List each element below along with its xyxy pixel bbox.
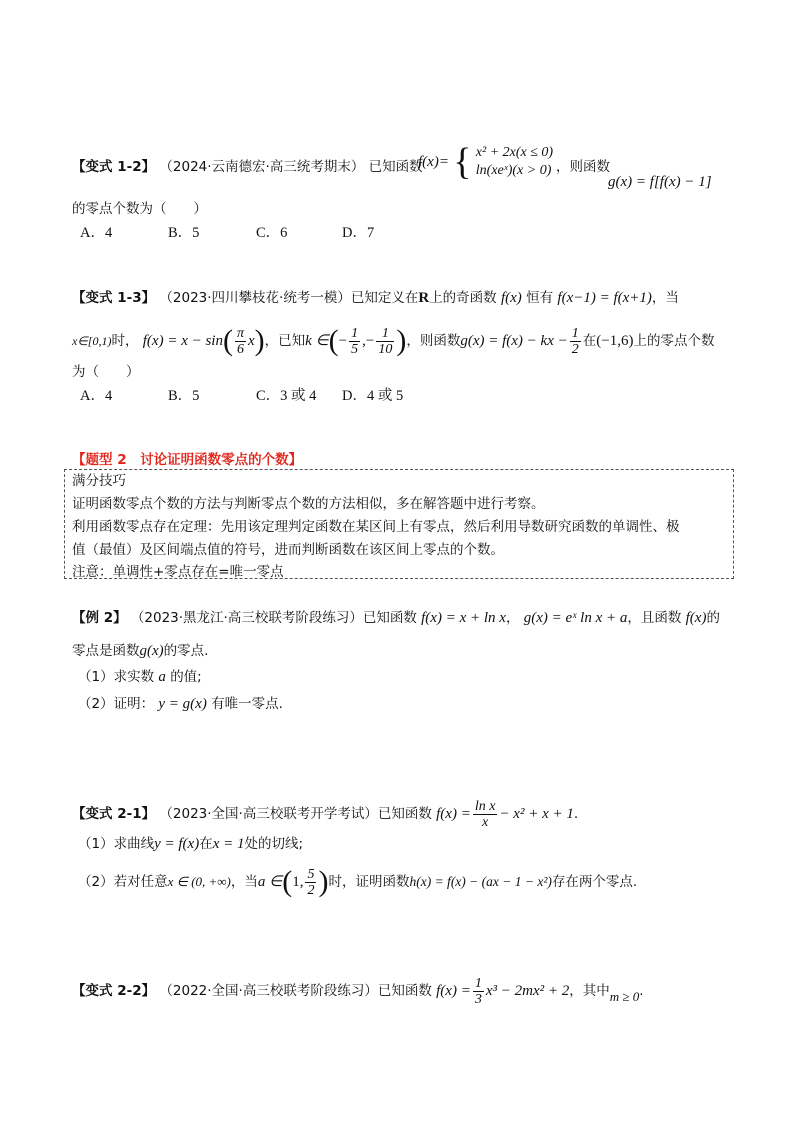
text-fragment: 存在两个零点. [551,874,638,890]
piece-cases [476,144,553,180]
variant-1-2-source: （2024·云南德宏·高三统考期末） [159,159,365,175]
variant-2-1-tag: 【变式 2-1】 [72,806,156,822]
numerator: 1 [474,975,482,991]
text-fragment: ，则函数 [406,333,461,349]
fraction-1-10 [376,326,394,357]
k-membership: k ∈ [305,333,329,349]
choice-d: D．4 或 5 [342,388,404,404]
f-label: f(x)= [418,154,449,170]
variant-2-2-source: （2022·全国·高三校联考阶段练习） [159,983,378,999]
text-fragment: . [573,806,579,822]
text-fragment: 已知函数 [362,610,417,626]
interval: (−1,6) [596,333,634,349]
denominator: 3 [474,991,482,1007]
tip-line-4: 注意：单调性+零点存在=唯一零点 [72,564,284,580]
variant-2-1-part1 [78,834,303,854]
text-fragment: 时， [111,333,139,349]
a-membership: a ∈ [257,874,283,890]
fraction-1-2 [570,326,581,357]
case-2: ln(xeˣ)(x > 0) [475,163,552,178]
f-label: f(x) = [436,983,471,999]
text-fragment: ，已知 [264,333,306,349]
g-expression: g(x) = f[f(x) − 1] [608,174,712,190]
fraction-lnx-x [473,799,498,830]
text-fragment: 处的切线; [244,836,304,852]
denominator: 10 [378,341,393,357]
case-1: x² + 2x(x ≤ 0) [475,145,554,160]
numerator: 1 [376,326,394,342]
domain: x ∈ (0, +∞) [167,874,231,889]
variant-1-2-tag: 【变式 1-2】 [72,159,156,175]
h-definition: h(x) = f(x) − (ax − 1 − x²) [409,874,552,889]
variant-2-2-line1 [72,972,644,1016]
text-fragment: 上的奇函数 [429,290,497,306]
example-2-source: （2023·黑龙江·高三校联考阶段练习） [130,610,363,626]
f-label: f(x) = [436,806,471,822]
variant-2-1-line1 [72,795,578,833]
reals-symbol: R [418,290,430,306]
fraction-5-2 [305,867,316,898]
text-fragment: 在 [582,333,597,349]
numerator: π [236,325,244,341]
fraction-pi-6 [235,326,246,357]
variant-2-1-source: （2023·全国·高三校联考开学考试） [159,806,378,822]
choice-b: B．5 [168,225,200,241]
text-fragment: ，其中 [569,983,610,999]
text-fragment: ，当 [651,290,679,306]
fraction-1-3 [473,976,484,1007]
denominator: 2 [571,341,579,357]
variant-2-2-tag: 【变式 2-2】 [72,983,156,999]
variable-x: x [248,333,255,349]
paren: ( [282,865,293,898]
variant-1-3-source: （2023·四川攀枝花·统考一模） [159,290,351,306]
choice-c: C．6 [256,225,288,241]
text-fragment: ，且函数 [627,610,682,626]
text-fragment: 上的零点个数 [633,333,715,349]
g-definition: g(x) = eˣ ln x + a [523,610,628,626]
m-condition: m ≥ 0 [609,989,640,1004]
piecewise-function [418,143,553,191]
denominator: x [482,814,489,830]
choice-b: B．5 [168,388,200,404]
example-2-part1 [78,667,202,687]
text-fragment: 在 [199,836,213,852]
text-fragment: ， [505,610,520,626]
example-2-line2 [72,641,208,661]
section-title: 【题型 2 讨论证明函数零点的个数】 [72,452,303,468]
text-fragment: 的值; [170,669,202,685]
variant-1-2-line1 [72,157,423,177]
f-tail: − x² + x + 1 [499,806,574,822]
variant-1-3-line2: x∈[0,1)时， f(x) = x − sin( $\frac{\pi}{6}$ x)，已知k ∈(− $\frac{1}{5}$ ,− $\frac{1}{10}$ )，则函数g(x) = f(x) − kx − $\frac{1}{2}$ 在(−1,6)上的零点个数 [72,324,715,357]
text-fragment: （2）证明： [78,696,155,712]
variant-1-2-text2 [556,157,610,177]
text-fragment: 已知函数 [368,159,423,175]
text-fragment: 的零点. [163,643,209,659]
paren: ) [318,865,329,898]
variable-a: a [158,669,166,685]
y-equals-g: y = g(x) [158,696,207,712]
choice-d: D．7 [342,225,375,241]
curve-equation: y = f(x) [154,836,200,852]
example-2-part2 [78,694,283,714]
f-definition: f(x) = x − sin [142,333,223,349]
variant-1-3-tag: 【变式 1-3】 [72,290,156,306]
denominator: 2 [307,882,315,898]
text-fragment: ，当 [230,874,258,890]
question-text: 为（ ） [72,364,140,380]
choice-c: C．3 或 4 [256,388,317,404]
paren: ( [222,324,233,357]
text-fragment: （1）求实数 [78,669,155,685]
text-fragment: 有唯一零点. [211,696,283,712]
variant-1-3-line1 [72,288,679,308]
f-of-x: f(x) [500,290,522,306]
denominator: 5 [351,341,359,357]
interval-start: 1, [292,874,304,890]
text-fragment: 的 [706,610,720,626]
tip-line-3: 值（最值）及区间端点值的符号，进而判断函数在该区间上零点的个数。 [72,542,504,558]
example-2-line1 [72,608,720,628]
domain-condition: x∈[0,1) [72,334,112,348]
text-fragment: . [639,983,644,999]
text-fragment: 恒有 [526,290,554,306]
question-text: 的零点个数为（ ） [72,201,207,217]
text-fragment: 时，证明函数 [328,874,410,890]
variant-1-3-question [72,362,140,382]
point-x1: x = 1 [212,836,245,852]
text-fragment: 已知函数 [377,806,432,822]
tip-line-1: 证明函数零点个数的方法与判断零点个数的方法相似，多在解答题中进行考察。 [72,496,545,512]
text-fragment: 零点是函数 [72,643,140,659]
text-fragment: 已知定义在 [350,290,419,306]
paren: ) [396,324,407,357]
choice-a: A．4 [80,225,113,241]
choice-a: A．4 [80,388,113,404]
g-expression: g(x) = f(x) − kx − [460,333,568,349]
text-fragment: （2）若对任意 [78,874,168,890]
text-fragment: ，则函数 [556,159,610,175]
tips-title: 满分技巧 [72,473,126,489]
fraction-1-5 [349,326,360,357]
f-of-x: f(x) [685,610,707,626]
f-tail: x³ − 2mx² + 2 [485,983,570,999]
numerator: 1 [571,325,579,341]
denominator: 6 [236,341,244,357]
tip-line-2: 利用函数零点存在定理：先用该定理判定函数在某区间上有零点，然后利用导数研究函数的单调性、极 [72,519,680,535]
numerator: 5 [307,866,315,882]
text-fragment: （1）求曲线 [78,836,155,852]
variant-1-2-gx [608,172,712,192]
brace: { [453,141,472,183]
f-definition: f(x) = x + ln x [421,610,506,626]
numerator: 1 [351,325,359,341]
numerator: ln x [474,798,496,814]
paren: ( [328,324,339,357]
variant-1-2-question [72,199,207,219]
variant-2-1-part2 [78,862,637,902]
g-of-x: g(x) [139,643,164,659]
example-2-tag: 【例 2】 [72,610,127,626]
text-fragment: 已知函数 [377,983,432,999]
periodic-equation: f(x−1) = f(x+1) [557,290,652,306]
paren: ) [254,324,265,357]
